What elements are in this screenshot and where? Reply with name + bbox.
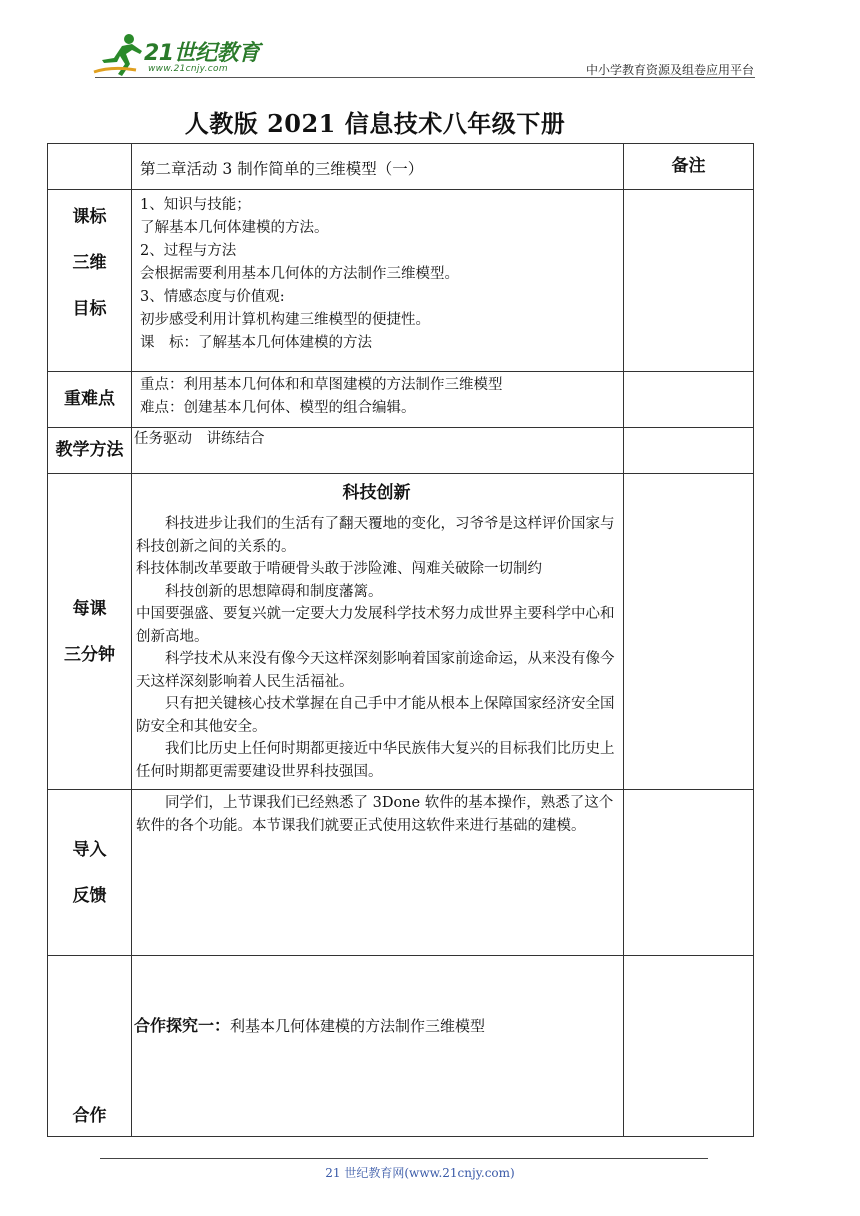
- goals-content: 1、知识与技能； 了解基本几何体建模的方法。 2、过程与方法 会根据需要利用基本几何体的方法制作三维模型。 3、情感态度与价值观: 初步感受利用计算机构建三维模型的便捷性。 课 标：了解基本几何体建模的方法: [132, 190, 624, 372]
- header-blank-cell: [48, 144, 132, 190]
- science-paragraph: 科技进步让我们的生活有了翻天覆地的变化，习爷爷是这样评价国家与科技创新之间的关系的。: [136, 516, 615, 555]
- lesson-plan-table: [47, 143, 754, 1137]
- key-points-content: [132, 372, 624, 428]
- science-paragraph: 科技创新的思想障碍和制度藩篱。: [165, 583, 383, 600]
- method-label: 教学方法: [48, 428, 132, 474]
- brand-url: www.21cnjy.com: [148, 64, 228, 74]
- difficulty-line: 难点：创建基本几何体、模型的组合编辑。: [140, 400, 416, 416]
- brand-name: 21世纪教育: [144, 41, 260, 66]
- key-points-note: [624, 372, 754, 428]
- method-row: [48, 428, 754, 474]
- goals-note: [624, 190, 754, 372]
- key-points-row: [48, 372, 754, 428]
- science-paragraph: 我们比历史上任何时期都更接近中华民族伟大复兴的目标我们比历史上任何时期都更需要建设世界科技强国。: [136, 741, 615, 780]
- goals-label: 课标 三维 目标: [48, 190, 132, 372]
- three-minutes-row: [48, 474, 754, 790]
- lesson-subtitle: 第二章活动 3 制作简单的三维模型（一）: [132, 144, 624, 190]
- science-paragraph: 科学技术从来没有像今天这样深刻影响着国家前途命运，从来没有像今天这样深刻影响着人民生活福祉。: [136, 651, 615, 690]
- intro-content: [132, 790, 624, 956]
- footer-divider: [100, 1158, 708, 1159]
- science-paragraph: 科技体制改革要敢于啃硬骨头敢于涉险滩、闯难关破除一切制约: [136, 561, 542, 577]
- note-header: 备注: [624, 144, 754, 190]
- intro-label: 导入 反馈: [48, 790, 132, 956]
- science-paragraph: 中国要强盛、要复兴就一定要大力发展科学技术努力成世界主要科学中心和创新高地。: [136, 606, 615, 645]
- runner-logo-icon: [92, 32, 152, 78]
- method-content: 任务驱动 讲练结合: [132, 428, 624, 474]
- document-title: 人教版 2021 信息技术八年级下册: [184, 109, 566, 138]
- cooperation-row: [48, 956, 754, 1137]
- intro-note: [624, 790, 754, 956]
- table-header-row: [48, 144, 754, 190]
- site-logo: [92, 30, 262, 80]
- header-divider: [95, 77, 755, 78]
- goals-row: [48, 190, 754, 372]
- intro-paragraph: 同学们，上节课我们已经熟悉了 3Done 软件的基本操作，熟悉了这个软件的各个功能。本节课我们就要正式使用这软件来进行基础的建模。: [136, 795, 614, 834]
- focus-line: 重点：利用基本几何体和和草图建模的方法制作三维模型: [140, 377, 503, 393]
- cooperation-text: 利基本几何体建模的方法制作三维模型: [230, 1017, 486, 1035]
- three-minutes-content: [132, 474, 624, 790]
- intro-row: [48, 790, 754, 956]
- three-minutes-note: [624, 474, 754, 790]
- key-points-label: 重难点: [48, 372, 132, 428]
- cooperation-content: [132, 956, 624, 1137]
- cooperation-label: 合作: [48, 956, 132, 1137]
- science-title: 科技创新: [342, 483, 411, 503]
- cooperation-heading: 合作探究一：: [134, 1016, 231, 1035]
- three-minutes-label: 每课 三分钟: [48, 474, 132, 790]
- platform-label: 中小学教育资源及组卷应用平台: [585, 63, 754, 77]
- footer-link[interactable]: 21 世纪教育网(www.21cnjy.com): [325, 1166, 515, 1180]
- method-note: [624, 428, 754, 474]
- science-paragraph: 只有把关键核心技术掌握在自己手中才能从根本上保障国家经济安全国防安全和其他安全。: [136, 696, 615, 735]
- cooperation-note: [624, 956, 754, 1137]
